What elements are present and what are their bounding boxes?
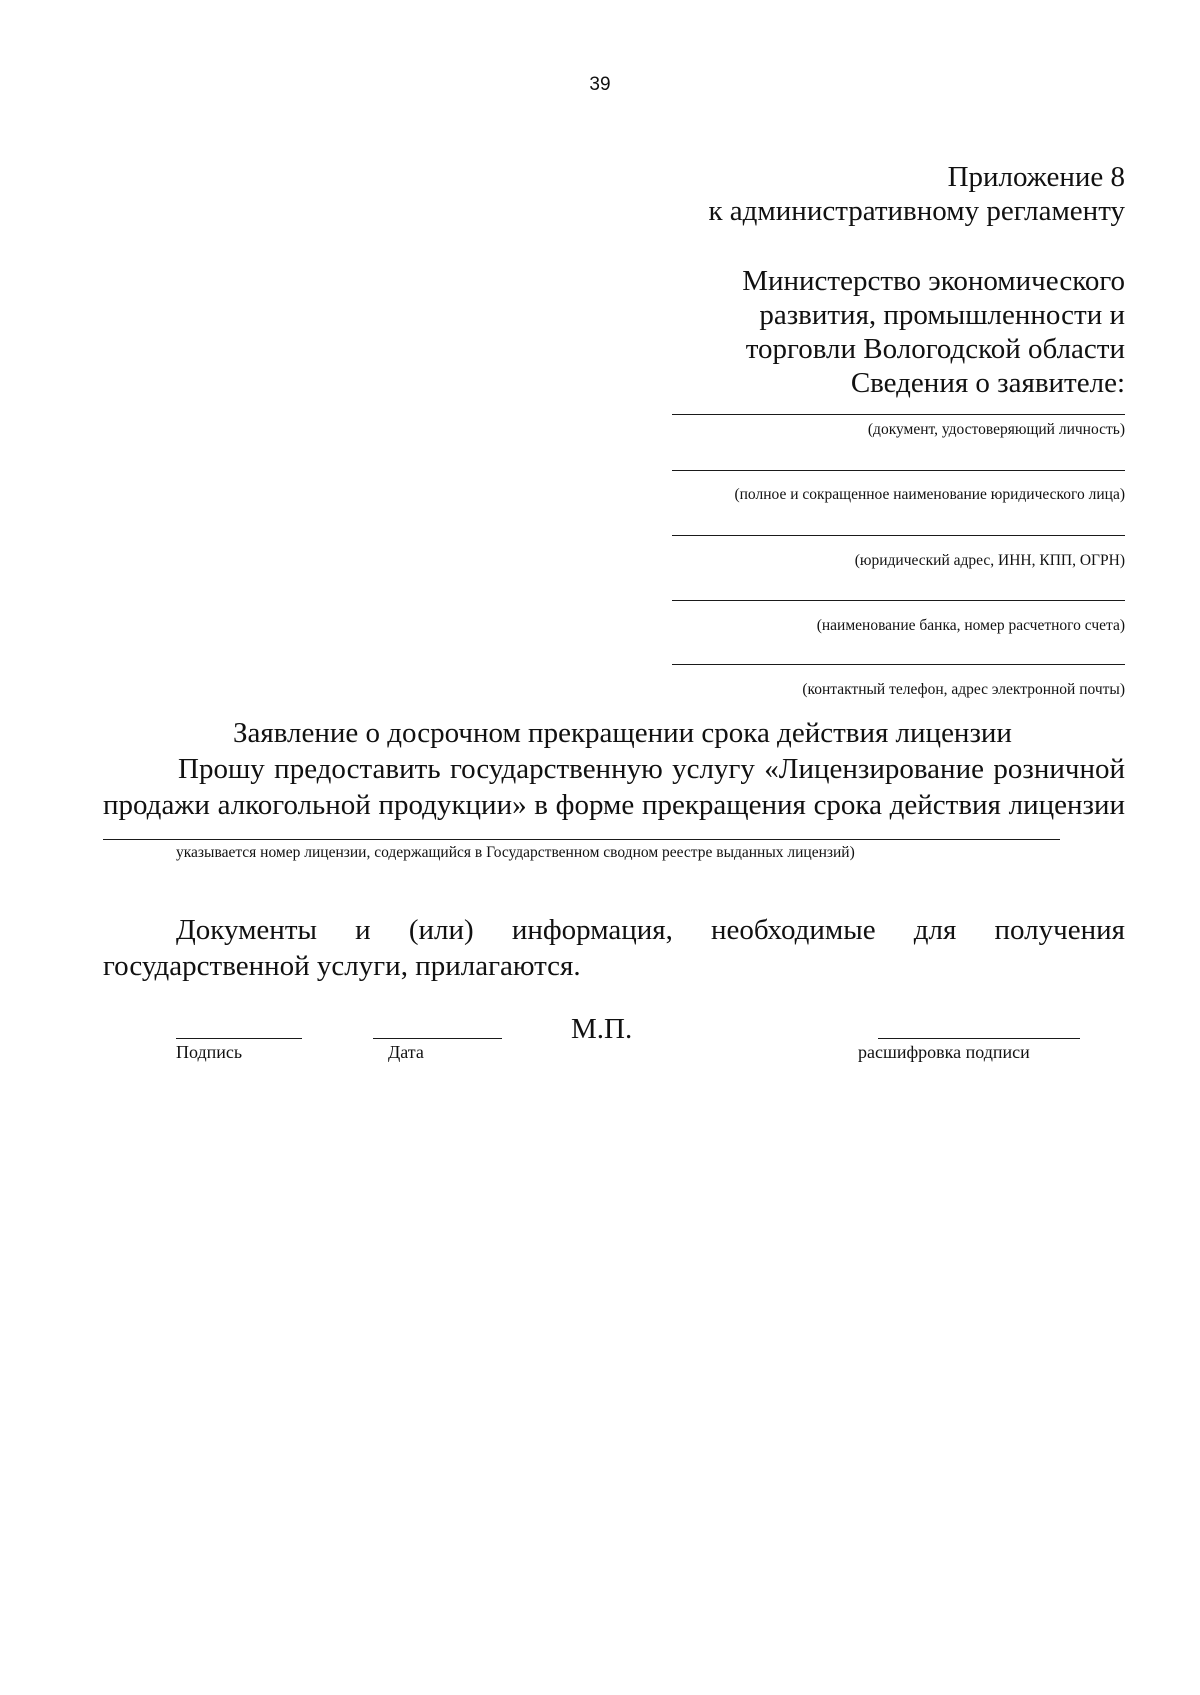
addressee-line-2: развития, промышленности и bbox=[759, 299, 1125, 331]
documents-word: (или) bbox=[408, 914, 474, 946]
statement-request-line-2 bbox=[103, 786, 1125, 824]
request-word: форме bbox=[555, 789, 635, 821]
documents-word: и bbox=[355, 914, 371, 946]
signature-decoding-caption: расшифровка подписи bbox=[858, 1042, 1030, 1062]
applicant-field-line-document[interactable] bbox=[672, 414, 1125, 415]
request-word: государственную bbox=[449, 753, 663, 785]
license-number-caption: указывается номер лицензии, содержащийся в Государственном сводном реестре выданных лицензий) bbox=[176, 844, 855, 861]
request-word: продажи bbox=[103, 789, 210, 821]
addressee-line-1: Министерство экономического bbox=[742, 265, 1125, 297]
addressee-line-3: торговли Вологодской области bbox=[745, 333, 1125, 365]
documents-word: для bbox=[913, 914, 957, 946]
request-word: срока bbox=[813, 789, 882, 821]
request-word: лицензии bbox=[1008, 789, 1125, 821]
stamp-label: М.П. bbox=[571, 1013, 633, 1045]
documents-word: информация, bbox=[511, 914, 673, 946]
documents-word: получения bbox=[994, 914, 1125, 946]
signature-decoding-line[interactable] bbox=[878, 1038, 1080, 1039]
applicant-header: Сведения о заявителе: bbox=[850, 367, 1125, 399]
statement-request-line-1 bbox=[178, 750, 1125, 788]
request-word: розничной bbox=[993, 753, 1125, 785]
applicant-field-caption-bank: (наименование банка, номер расчетного счета) bbox=[816, 617, 1125, 634]
request-word: предоставить bbox=[274, 753, 441, 785]
request-word: прекращения bbox=[641, 789, 806, 821]
request-word: «Лицензирование bbox=[764, 753, 984, 785]
applicant-field-caption-contacts: (контактный телефон, адрес электронной почты) bbox=[802, 681, 1125, 698]
signature-line[interactable] bbox=[176, 1038, 302, 1039]
statement-title: Заявление о досрочном прекращении срока действия лицензии bbox=[233, 717, 1012, 749]
applicant-field-caption-legal-address: (юридический адрес, ИНН, КПП, ОГРН) bbox=[854, 552, 1125, 569]
license-number-line[interactable] bbox=[103, 839, 1060, 840]
request-word: в bbox=[534, 789, 548, 821]
signature-caption: Подпись bbox=[176, 1042, 243, 1062]
applicant-field-line-legal-address[interactable] bbox=[672, 535, 1125, 536]
documents-line-1 bbox=[176, 911, 1125, 949]
page-number: 39 bbox=[589, 74, 611, 95]
documents-word: необходимые bbox=[711, 914, 876, 946]
request-word: Прошу bbox=[178, 753, 265, 785]
documents-line-2: государственной услуги, прилагаются. bbox=[103, 950, 581, 982]
documents-word: Документы bbox=[176, 914, 317, 946]
date-line[interactable] bbox=[373, 1038, 502, 1039]
request-word: услугу bbox=[672, 753, 755, 785]
request-word: продукции» bbox=[378, 789, 527, 821]
date-caption: Дата bbox=[388, 1042, 424, 1062]
request-word: действия bbox=[889, 789, 1001, 821]
appendix-subtitle: к административному регламенту bbox=[708, 195, 1125, 227]
appendix-title: Приложение 8 bbox=[947, 161, 1125, 193]
applicant-field-line-contacts[interactable] bbox=[672, 664, 1125, 665]
applicant-field-caption-document: (документ, удостоверяющий личность) bbox=[867, 421, 1125, 438]
applicant-field-caption-legal-name: (полное и сокращенное наименование юридического лица) bbox=[734, 486, 1125, 503]
applicant-field-line-legal-name[interactable] bbox=[672, 470, 1125, 471]
applicant-field-line-bank[interactable] bbox=[672, 600, 1125, 601]
request-word: алкогольной bbox=[217, 789, 371, 821]
